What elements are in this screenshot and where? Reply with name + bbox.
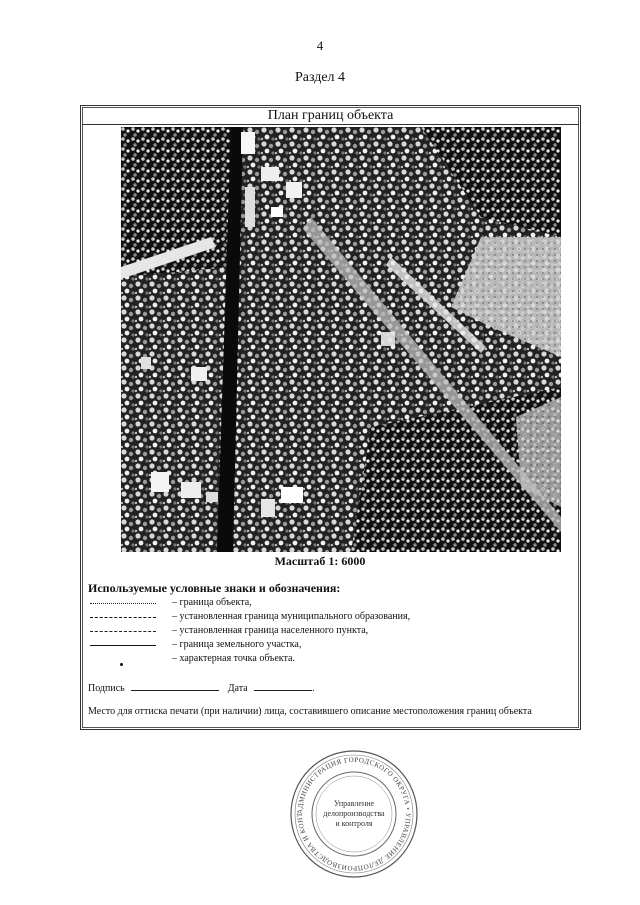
dashed-line-sample [90,631,156,634]
legend-label: – граница объекта, [172,597,252,608]
seal-center-line-2: делопроизводства [323,809,385,818]
date-end: . [312,683,315,694]
aerial-map [121,127,561,552]
legend-label: – установленная граница населенного пункта, [172,625,369,636]
aerial-photo [121,127,561,552]
seal-center-line-3: и контроля [335,819,373,828]
legend-title: Используемые условные знаки и обозначения: [88,581,341,595]
legend-label: – установленная граница муниципального образования, [172,611,411,622]
dotted-line-sample [90,603,156,606]
legend-row-settlement-boundary [88,625,568,639]
point-sample [120,663,123,666]
legend-row-land-plot-boundary [88,639,568,653]
date-field[interactable] [254,681,312,691]
seal-center-line-1: Управление [333,799,375,808]
map-scale: Масштаб 1: 6000 [274,554,366,568]
plan-title: План границ объекта [82,107,579,125]
official-seal [288,748,420,880]
date-label: Дата [227,683,248,694]
legend-label: – граница земельного участка, [172,639,302,650]
legend-row-object-boundary [88,597,568,611]
seal-ring-text: АДМИНИСТРАЦИЯ ГОРОДСКОГО ОКРУГА • УПРАВЛЕНИЕ ДЕЛОПРОИЗВОДСТВА И КОНТ [295,755,413,873]
signature-field[interactable] [131,681,219,691]
stamp-note: Место для оттиска печати (при наличии) лица, составившего описание местоположения границ объекта [88,706,532,717]
legend-row-characteristic-point [88,653,568,667]
signature-label: Подпись [88,683,125,694]
page-number: 4 [316,38,324,53]
solid-line-sample [90,645,156,648]
seal-graphic [288,748,420,880]
signature-line [88,681,315,694]
dash-dot-line-sample [90,617,156,620]
section-title: Раздел 4 [294,70,346,85]
legend-label: – характерная точка объекта. [172,653,295,664]
legend-row-municipal-boundary [88,611,568,625]
